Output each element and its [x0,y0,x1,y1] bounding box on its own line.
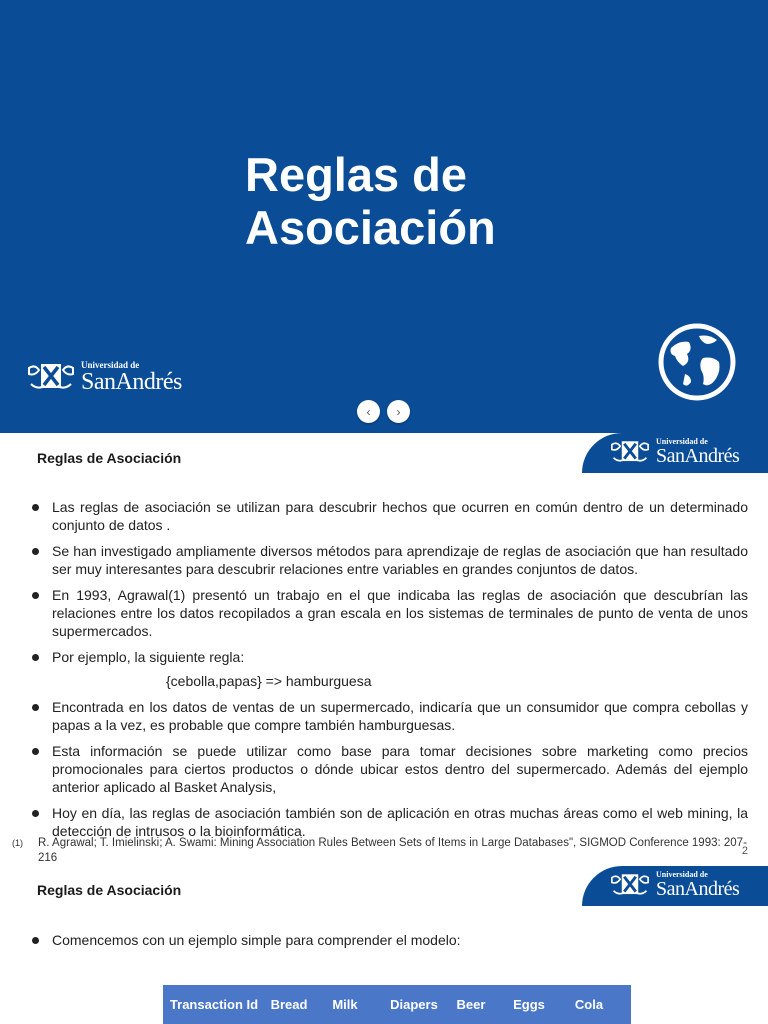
bullet-list [30,931,748,957]
title-slide [0,0,768,433]
slide-title-line1: Reglas de [245,148,468,201]
example-rule: {cebolla,papas} => hamburguesa [166,673,372,689]
list-item: En 1993, Agrawal(1) presentó un trabajo en el que indicaba las reglas de asociación que descubrían las relaciones entre los datos recopilados a gran escala en los sistemas de terminales de punto de venta de unos supermercados. [30,586,748,640]
corner-logo-tab [582,433,768,473]
content-slide-2 [0,433,768,865]
table-header-cell: Beer [456,997,486,1012]
logo-small-text: Universidad de [656,870,708,879]
logo-big-text: SanAndrés [656,445,740,467]
logo-big-text: SanAndrés [656,878,740,900]
content-slide-3 [0,865,768,1024]
list-item: Hoy en día, las reglas de asociación también son de aplicación en otras muchas áreas como el web mining, la detección de intrusos o la bioinformática. [30,804,748,840]
footnote-number: (1) [12,838,23,848]
table-header-cell: Transaction Id [169,997,259,1012]
list-item: Esta información se puede utilizar como base para tomar decisiones sobre marketing como precios promocionales para ciertos productos o dónde ubicar estos dentro del supermercado. Además del ejemplo anterior aplicado al Basket Analysis, [30,742,748,796]
table-header-cell: Cola [574,997,604,1012]
crest-icon [25,360,77,394]
university-logo [25,360,182,394]
next-slide-button[interactable]: › [387,400,410,423]
globe-icon [657,322,737,402]
list-item: Por ejemplo, la siguiente regla: [30,648,748,666]
transaction-table-header [163,985,631,1024]
slide-title [245,148,496,254]
logo-big-text: SanAndrés [81,368,182,395]
university-logo [608,871,739,899]
university-logo [608,438,739,466]
table-header-cell: Eggs [513,997,545,1012]
logo-small-text: Universidad de [81,359,140,370]
list-item: Comencemos con un ejemplo simple para comprender el modelo: [30,931,748,949]
footnote-text: R. Agrawal; T. Imielinski; A. Swami: Mining Association Rules Between Sets of Items in Large Databases", SIGMOD Conference 1993: 207-216 [38,837,747,864]
table-header-cell: Diapers [390,997,438,1012]
crest-icon [608,871,652,899]
list-item: Se han investigado ampliamente diversos métodos para aprendizaje de reglas de asociación que han resultado ser muy interesantes para descubrir relaciones entre variables en grandes conjuntos de datos. [30,542,748,578]
crest-icon [608,438,652,466]
list-item: Encontrada en los datos de ventas de un supermercado, indicaría que un consumidor que compra cebollas y papas a la vez, es probable que compre también hamburguesas. [30,698,748,734]
bullet-list [30,498,748,848]
previous-slide-button[interactable]: ‹ [357,400,380,423]
logo-small-text: Universidad de [656,437,708,446]
slide-title-line2: Asociación [245,201,496,254]
table-header-cell: Milk [332,997,358,1012]
table-header-cell: Bread [270,997,308,1012]
list-item: Las reglas de asociación se utilizan para descubrir hechos que ocurren en común dentro de un determinado conjunto de datos . [30,498,748,534]
slide-heading: Reglas de Asociación [37,882,182,898]
slide-heading: Reglas de Asociación [37,450,182,466]
page-number: 2 [741,845,748,857]
corner-logo-tab [582,866,768,906]
